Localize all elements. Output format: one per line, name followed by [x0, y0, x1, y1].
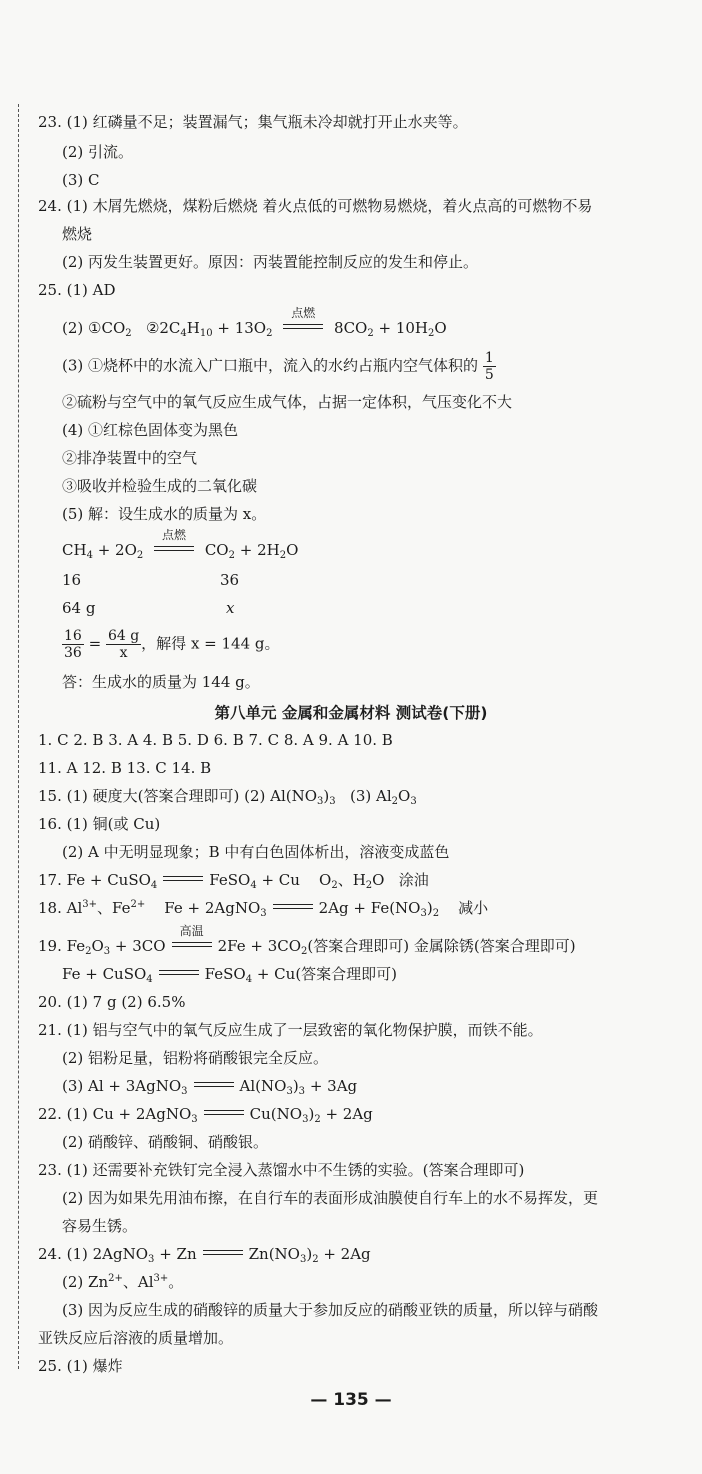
answer-18: 18. $Al^{3+}$、$Fe^{2+}$ Fe + 2AgNO$_3$ $2Ag + Fe(NO_3)_2$ 减小 — [38, 899, 489, 919]
answer-25-5: (5) 解：设生成水的质量为 x。 — [62, 505, 267, 523]
answer-18-tail: 减小 — [458, 899, 489, 917]
answer-16-2: (2) A 中无明显现象；B 中有白色固体析出，溶液变成蓝色 — [62, 843, 450, 861]
reaction-arrow — [152, 528, 196, 560]
answer-15-text1: 15. (1) 硬度大(答案合理即可) (2) Al(NO — [38, 787, 318, 805]
answer-19: 19. $Fe_2O_3 + 3CO$ 高温 $2Fe + 3CO_2$(答案合理即可) 金属除锈(答案合理即可) — [38, 936, 576, 956]
answer-22-2: (2) 硝酸锌、硝酸铜、硝酸银。 — [62, 1133, 269, 1151]
mc-answers-2: 11. A 12. B 13. C 14. B — [38, 759, 212, 777]
answer-19-line2-tail: (答案合理即可) — [295, 965, 398, 983]
answer-25-4b: ②排净装置中的空气 — [62, 449, 198, 467]
answer-20: 20. (1) 7 g (2) 6.5% — [38, 993, 186, 1011]
answer-23b-1: 23. (1) 还需要补充铁钉完全浸入蒸馏水中不生锈的实验。(答案合理即可) — [38, 1161, 525, 1179]
answer-24b-3: (3) 因为反应生成的硝酸锌的质量大于参加反应的硝酸亚铁的质量，所以锌与硝酸 — [62, 1301, 599, 1319]
answer-19-mid: (答案合理即可) 金属除锈(答案合理即可) — [307, 937, 576, 955]
ratio-right — [106, 628, 141, 661]
methane-combustion-equation: $CH_4 + 2O_2$ 点燃 $CO_2 + 2H_2O$ — [62, 540, 298, 560]
answer-25-4c: ③吸收并检验生成的二氧化碳 — [62, 477, 258, 495]
answer-21-3: (3) Al + 3AgNO$_3$ $Al(NO_3)_3 + 3Ag$ — [62, 1077, 358, 1097]
answer-19-line2: Fe + CuSO$_4$ FeSO$_4$ + Cu(答案合理即可) — [62, 965, 398, 985]
answer-24b-2: (2) $Zn^{2+}$、$Al^{3+}$。 — [62, 1273, 184, 1291]
proportion-equation: $\frac{16}{36}$ = $\frac{64 g}{x}$ ，解得 x = 144 g。 — [64, 628, 280, 661]
ratio-left-den: 36 — [64, 645, 82, 661]
answer-23-1: 23. (1) 红磷量不足；装置漏气；集气瓶未冷却就打开止水夹等。 — [38, 113, 468, 131]
reaction-condition: 高温 — [179, 924, 204, 938]
answer-23-3: (3) C — [62, 171, 100, 189]
final-answer: 答：生成水的质量为 144 g。 — [62, 673, 260, 691]
answer-22-1: 22. (1) Cu + 2AgNO$_3$ $Cu(NO_3)_2 + 2Ag$ — [38, 1105, 373, 1125]
answer-21-1: 21. (1) 铝与空气中的氧气反应生成了一层致密的氧化物保护膜，而铁不能。 — [38, 1021, 543, 1039]
answer-23b-2: (2) 因为如果先用油布擦，在自行车的表面形成油膜使自行车上的水不易挥发，更 — [62, 1189, 599, 1207]
answer-25-1: 25. (1) AD — [38, 281, 116, 299]
section-title: 第八单元 金属和金属材料 测试卷(下册) — [214, 704, 488, 722]
reaction-condition: 点燃 — [162, 528, 187, 542]
answer-25-3-text: (3) ①烧杯中的水流入广口瓶中，流入的水约占瓶内空气体积的 — [62, 356, 479, 375]
answer-24b-3-cont: 亚铁反应后溶液的质量增加。 — [38, 1329, 234, 1347]
answer-23-2: (2) 引流。 — [62, 143, 134, 161]
solve-text: ，解得 x = 144 g。 — [141, 634, 280, 653]
answer-25-2: (2) $①CO_2$ $②2C_4H_{10} + 13O_2$ 点燃 $8CO_2 + 10H_2O$ — [62, 318, 447, 338]
answer-15: 15. (1) 硬度大(答案合理即可) (2) $Al(NO_3)_3$ (3) $Al_2O_3$ — [38, 787, 417, 807]
answer-25-2-mid: ②2C — [145, 319, 181, 337]
answer-25-3b: ②硫粉与空气中的氧气反应生成气体，占据一定体积，气压变化不大 — [62, 393, 513, 411]
answer-17: 17. Fe + CuSO$_4$ FeSO$_4$ + Cu $O_2$、$H_2O$ 涂油 — [38, 871, 429, 891]
answer-15-text2: (3) Al — [349, 787, 392, 805]
mass-water-x: x — [226, 599, 235, 617]
ratio-left — [62, 628, 84, 661]
reaction-arrow — [281, 306, 325, 338]
answer-24-2: (2) 丙发生装置更好。原因：丙装置能控制反应的发生和停止。 — [62, 253, 479, 271]
answer-24-1-cont: 燃烧 — [62, 225, 93, 243]
answer-25-4a: (4) ①红棕色固体变为黑色 — [62, 421, 239, 439]
answer-24b-1: 24. (1) 2AgNO$_3$ + Zn $Zn(NO_3)_2 + 2Ag$ — [38, 1245, 371, 1265]
ratio-left-num: 16 — [64, 628, 82, 644]
fraction-numerator: 1 — [484, 350, 494, 366]
fraction-one-fifth — [483, 350, 496, 383]
answer-25-2-prefix: (2) ①CO — [62, 319, 126, 337]
ratio-right-den: x — [119, 645, 128, 661]
reaction-condition: 点燃 — [291, 306, 316, 320]
reaction-arrow — [170, 924, 214, 956]
mc-answers-1: 1. C 2. B 3. A 4. B 5. D 6. B 7. C 8. A 9. A 10. B — [38, 731, 393, 749]
molar-mass-methane: 16 — [62, 571, 82, 589]
mass-methane: 64 g — [62, 599, 96, 617]
ratio-right-num: 64 g — [107, 628, 140, 644]
fraction-denominator: 5 — [484, 367, 494, 383]
answer-16-1: 16. (1) 铜(或 Cu) — [38, 815, 161, 833]
answer-25b-1: 25. (1) 爆炸 — [38, 1357, 123, 1375]
page-number: — 135 — — [310, 1390, 392, 1410]
molar-mass-water: 36 — [220, 571, 240, 589]
binding-cut-line — [18, 104, 19, 1369]
answer-25-3 — [62, 350, 496, 383]
answer-23b-2-cont: 容易生锈。 — [62, 1217, 138, 1235]
answer-24-1: 24. (1) 木屑先燃烧，煤粉后燃烧 着火点低的可燃物易燃烧，着火点高的可燃物不易 — [38, 197, 593, 215]
answer-17-tail: 涂油 — [398, 871, 429, 889]
answer-21-2: (2) 铝粉足量，铝粉将硝酸银完全反应。 — [62, 1049, 329, 1067]
